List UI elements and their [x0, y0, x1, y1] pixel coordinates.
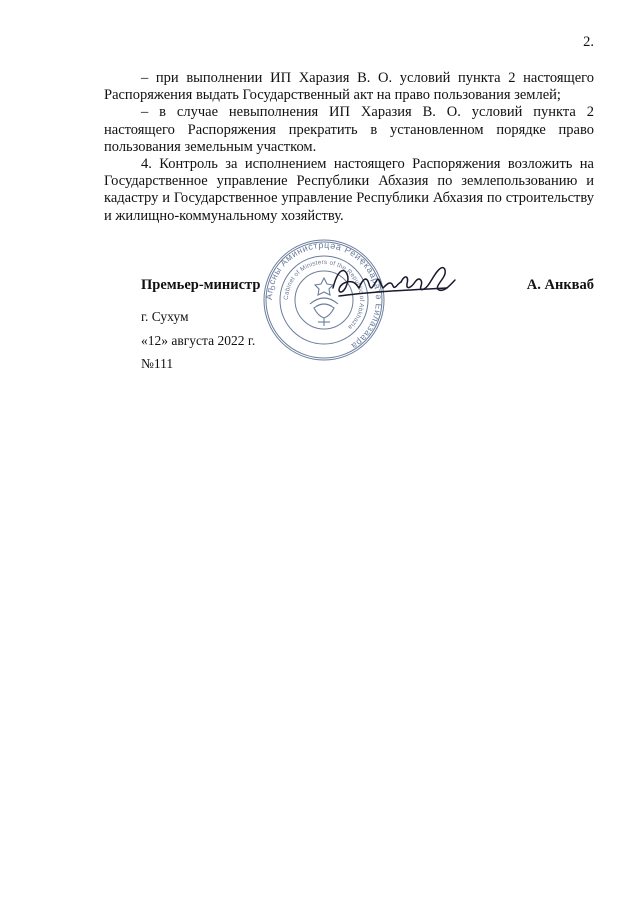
handwritten-signature [327, 262, 461, 304]
paragraph-control: 4. Контроль за исполнением настоящего Распоряжения возложить на Государственное управление Республики Абхазия по землепользованию и кадастру и Государственное управление Республики Абхазия по строительству и жилищно-коммунальному хозяйству. [104, 156, 594, 224]
paragraph-terminate-use: – в случае невыполнения ИП Харазия В. О. условий пункта 2 настоящего Распоряжения прекратить в установленном порядке право пользования земельным участком. [104, 104, 594, 155]
paragraph-issue-act: – при выполнении ИП Харазия В. О. условий пункта 2 настоящего Распоряжения выдать Государственный акт на право пользования землей; [104, 70, 594, 104]
signatory-name: А. Анкваб [526, 277, 594, 293]
date-line: «12» августа 2022 г. [141, 333, 256, 348]
svg-text:Cabinet of Ministers of the Re: Cabinet of Ministers of the Republic of Abkhazia [282, 258, 366, 331]
city-line: г. Сухум [141, 309, 189, 324]
page-number: 2. [583, 34, 594, 50]
svg-text:Аҧсны Аминистрцәа Реиҿкааратә: Аҧсны Аминистрцәа Реиҿкааратә Еилазаара [263, 239, 385, 352]
signatory-title: Премьер-министр [141, 277, 261, 293]
document-number: №111 [141, 356, 174, 371]
